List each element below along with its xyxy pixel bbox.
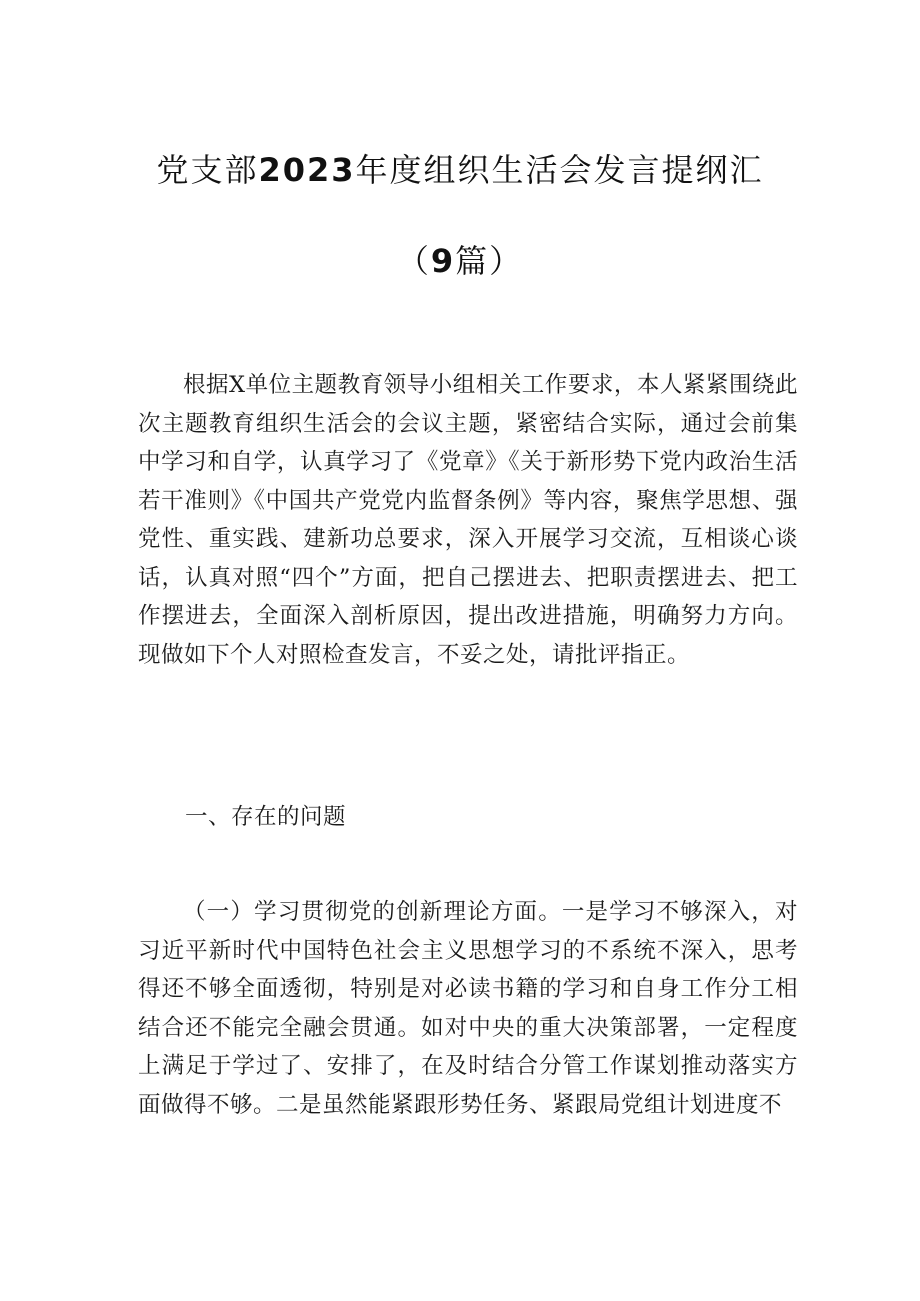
intro-paragraph: 根据X单位主题教育领导小组相关工作要求，本人紧紧围绕此次主题教育组织生活会的会议主题，紧密结合实际，通过会前集中学习和自学，认真学习了《党章》《关于新形势下党内政治生活若干准则》《中国共产党党内监督条例》等内容，聚焦学思想、强党性、重实践、建新功总要求，深入开展学习交流，互相谈心谈话，认真对照“四个”方面，把自己摆进去、把职责摆进去、把工作摆进去，全面深入剖析原因，提出改进措施，明确努力方向。现做如下个人对照检查发言，不妥之处，请批评指正。 bbox=[138, 372, 798, 668]
document-title-line-1 bbox=[0, 145, 920, 191]
title-suffix: 年度组织生活会发言提纲汇 bbox=[355, 151, 764, 189]
title-count-open: （ bbox=[396, 242, 431, 280]
document-title-line-2 bbox=[0, 236, 920, 282]
section-heading: 一、存在的问题 bbox=[185, 804, 347, 830]
section-paragraph: （一）学习贯彻党的创新理论方面。一是学习不够深入，对习近平新时代中国特色社会主义思想学习的不系统不深入，思考得还不够全面透彻，特别是对必读书籍的学习和自身工作分工相结合还不能完全融会贯通。如对中央的重大决策部署，一定程度上满足于学过了、安排了，在及时结合分管工作谋划推动落实方面做得不够。二是虽然能紧跟形势任务、紧跟局党组计划进度不 bbox=[138, 899, 798, 1118]
title-count-rest: 篇） bbox=[455, 242, 524, 280]
title-count-number: 9 bbox=[430, 242, 456, 280]
title-prefix: 党支部 bbox=[156, 151, 259, 189]
title-year: 2023 bbox=[258, 151, 356, 189]
